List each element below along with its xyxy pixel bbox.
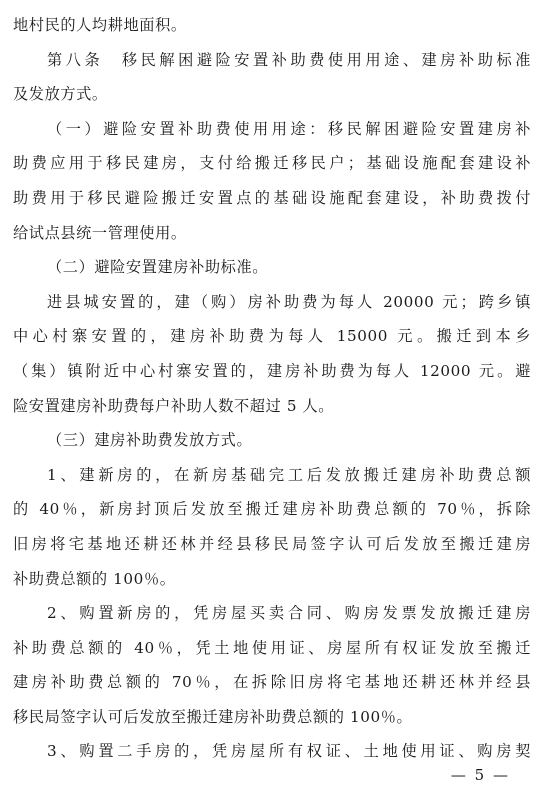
text-line: 中心村寨安置的，建房补助费为每人 15000 元。搬迁到本乡	[13, 327, 531, 346]
text-line: 地村民的人均耕地面积。	[13, 16, 187, 34]
list-item-line: 3、购置二手房的，凭房屋所有权证、土地使用证、购房契	[47, 742, 531, 761]
list-item-line: 2、购置新房的，凭房屋买卖合同、购房发票发放搬迁建房	[47, 604, 531, 623]
text-line: 补助费总额的 40％，凭土地使用证、房屋所有权证发放至搬迁	[13, 638, 531, 657]
text-line: 给试点县统一管理使用。	[13, 223, 187, 242]
text-line: 补助费总额的 100％。	[13, 569, 176, 588]
text-line: 险安置建房补助费每户补助人数不超过 5 人。	[13, 396, 335, 415]
section-heading-line: （一）避险安置补助费使用用途：移民解困避险安置建房补	[47, 119, 531, 138]
text-line: 建房补助费总额的 70％，在拆除旧房将宅基地还耕还林并经县	[13, 673, 531, 692]
text-line: 助费用于移民避险搬迁安置点的基础设施配套建设，补助费拨付	[13, 188, 531, 207]
page-number: — 5 —	[450, 766, 510, 784]
list-item-line: 1、建新房的，在新房基础完工后发放搬迁建房补助费总额	[47, 465, 531, 484]
section-heading-line: （三）建房补助费发放方式。	[47, 431, 253, 450]
section-heading-line: （二）避险安置建房补助标准。	[47, 258, 269, 277]
text-line: 助费应用于移民建房，支付给搬迁移民户；基础设施配套建设补	[13, 154, 531, 173]
text-line: 移民局签字认可后发放至搬迁建房补助费总额的 100％。	[13, 707, 413, 726]
document-body	[13, 8, 531, 769]
article-heading-line: 第八条 移民解困避险安置补助费使用用途、建房补助标准	[47, 50, 531, 69]
text-line: 进县城安置的，建（购）房补助费为每人 20000 元；跨乡镇	[47, 292, 531, 311]
text-line: 及发放方式。	[13, 85, 108, 104]
text-line: 旧房将宅基地还耕还林并经县移民局签字认可后发放至搬迁建房	[13, 534, 531, 553]
text-line: 的 40％，新房封顶后发放至搬迁建房补助费总额的 70％，拆除	[13, 500, 531, 519]
text-line: （集）镇附近中心村寨安置的，建房补助费为每人 12000 元。避	[13, 361, 531, 380]
